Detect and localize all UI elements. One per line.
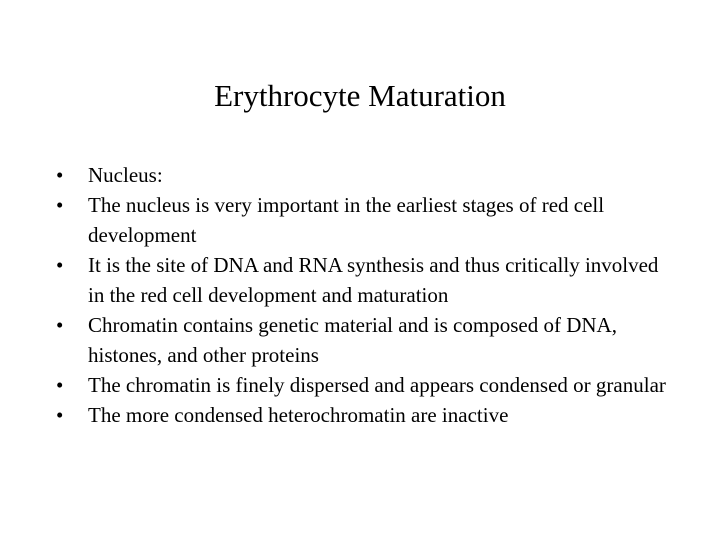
bullet-item: [56, 400, 666, 430]
bullet-item: [56, 160, 666, 190]
slide-title: Erythrocyte Maturation: [214, 78, 506, 113]
bullet-icon: •: [56, 373, 64, 397]
bullet-text: Nucleus:: [88, 163, 163, 187]
bullet-list: [56, 160, 666, 430]
bullet-item: [56, 310, 666, 370]
bullet-item: [56, 370, 666, 400]
bullet-text: It is the site of DNA and RNA synthesis and thus critically involved in the red cell development and maturation: [88, 253, 659, 307]
bullet-text: The nucleus is very important in the earliest stages of red cell development: [88, 193, 605, 247]
bullet-icon: •: [56, 193, 64, 217]
bullet-icon: •: [56, 313, 64, 337]
bullet-icon: •: [56, 403, 64, 427]
bullet-icon: •: [56, 253, 64, 277]
bullet-item: [56, 190, 666, 250]
bullet-icon: •: [56, 163, 64, 187]
bullet-text: The more condensed heterochromatin are inactive: [88, 403, 509, 427]
bullet-text: Chromatin contains genetic material and is composed of DNA, histones, and other proteins: [88, 313, 617, 367]
bullet-text: The chromatin is finely dispersed and appears condensed or granular: [88, 373, 666, 397]
bullet-item: [56, 250, 666, 310]
